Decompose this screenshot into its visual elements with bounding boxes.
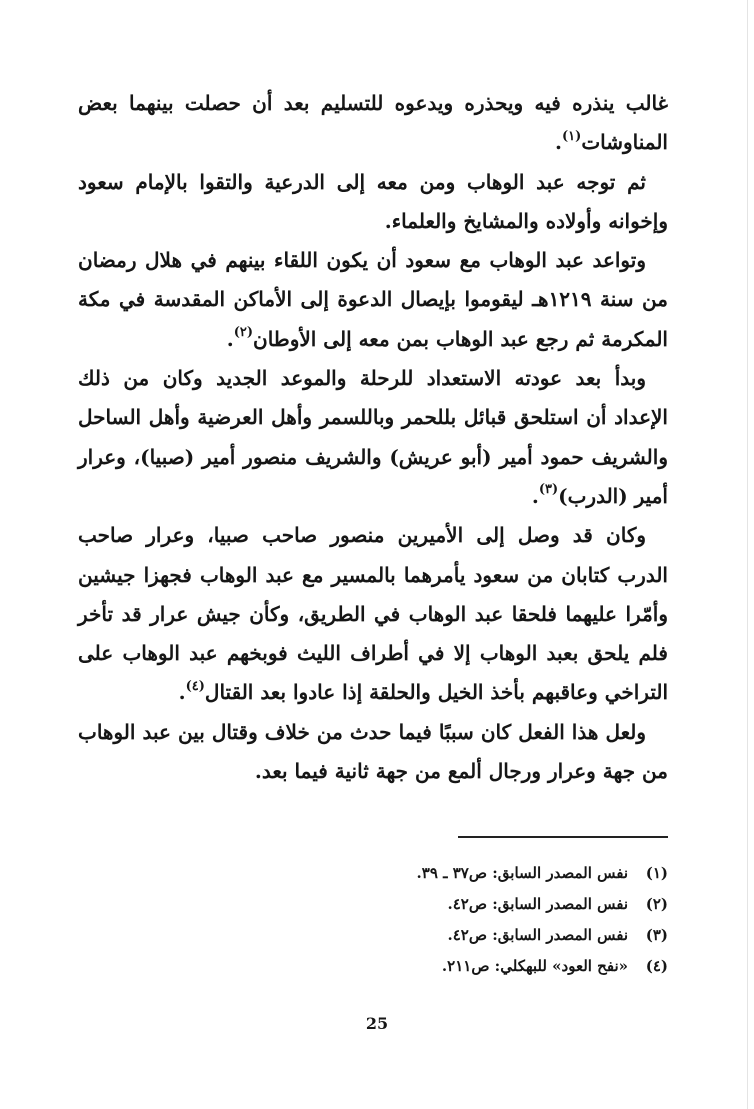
footnote-item — [200, 858, 668, 889]
footnote-item — [200, 920, 668, 951]
footnote-number: (٢) — [645, 895, 668, 913]
footnote-marker: (٢) — [233, 325, 254, 341]
footnote-number: (٣) — [645, 926, 668, 944]
paragraph — [78, 163, 668, 242]
paragraph-text: . — [226, 326, 234, 351]
footnote-separator — [458, 836, 668, 838]
footnote-number: (١) — [645, 864, 668, 882]
footnote-marker: (١) — [562, 128, 582, 144]
paragraph-text: غالب ينذره فيه ويحذره ويدعوه للتسليم بعد أن حصلت بينهما بعض المناوشات — [78, 91, 668, 155]
paragraph-text: . — [531, 483, 539, 508]
paragraph-text: . — [555, 130, 563, 155]
footnote-text: نفس المصدر السابق: ص٤٢. — [447, 895, 628, 913]
page-number: 25 — [365, 1014, 389, 1033]
footnotes-list — [200, 858, 668, 982]
paragraph — [78, 516, 668, 712]
paragraph — [78, 713, 668, 792]
footnote-item — [200, 889, 668, 920]
paragraph — [78, 241, 668, 359]
paragraph — [78, 359, 668, 516]
paragraph-text: وبدأ بعد عودته الاستعداد للرحلة والموعد الجديد وكان من ذلك الإعداد أن استلحق قبائل بللحمر وباللسمر وأهل العرضية وأهل الساحل والشريف حمود أمير (أبو عريش) والشريف منصور أمير (صبيا)، وعرار أمير (الدرب) — [78, 366, 668, 508]
paragraph-text: ثم توجه عبد الوهاب ومن معه إلى الدرعية والتقوا بالإمام سعود وإخوانه وأولاده والمشايخ والعلماء. — [78, 169, 668, 233]
paragraph-text: . — [178, 680, 186, 705]
main-text — [78, 84, 668, 791]
paragraph-text: ولعل هذا الفعل كان سببًا فيما حدث من خلاف وقتال بين عبد الوهاب من جهة وعرار ورجال ألمع من جهة ثانية فيما بعد. — [78, 719, 668, 784]
footnote-number: (٤) — [645, 957, 668, 975]
footnote-marker: (٤) — [185, 678, 205, 694]
paragraph-text: وتواعد عبد الوهاب مع سعود أن يكون اللقاء بينهم في هلال رمضان من سنة ١٢١٩هـ ليقوموا بإيصال الدعوة إلى الأماكن المقدسة في مكة المكرمة ثم رجع عبد الوهاب بمن معه إلى الأوطان — [78, 248, 668, 351]
paragraph-text: وكان قد وصل إلى الأميرين منصور صاحب صبيا، وعرار صاحب الدرب كتابان من سعود يأمرهما بالمسير مع عبد الوهاب فجهزا جيشين وأمّرا عليهما فلحقا عبد الوهاب في الطريق، وكأن جيش عرار قد تأخر فلم يلحق بعبد الوهاب إلا في أطراف الليث فوبخهم عبد الوهاب على التراخي وعاقبهم بأخذ الخيل والحلقة إذا عادوا بعد القتال — [78, 523, 668, 705]
footnote-text: نفس المصدر السابق: ص٣٧ ـ ٣٩. — [416, 864, 628, 882]
footnote-item — [200, 951, 668, 982]
footnote-text: نفس المصدر السابق: ص٤٢. — [447, 926, 628, 944]
footnote-marker: (٣) — [538, 482, 559, 498]
scan-edge-line — [747, 0, 748, 1109]
paragraph — [78, 84, 668, 163]
footnote-text: «نفح العود» للبهكلي: ص٢١١. — [441, 957, 628, 975]
